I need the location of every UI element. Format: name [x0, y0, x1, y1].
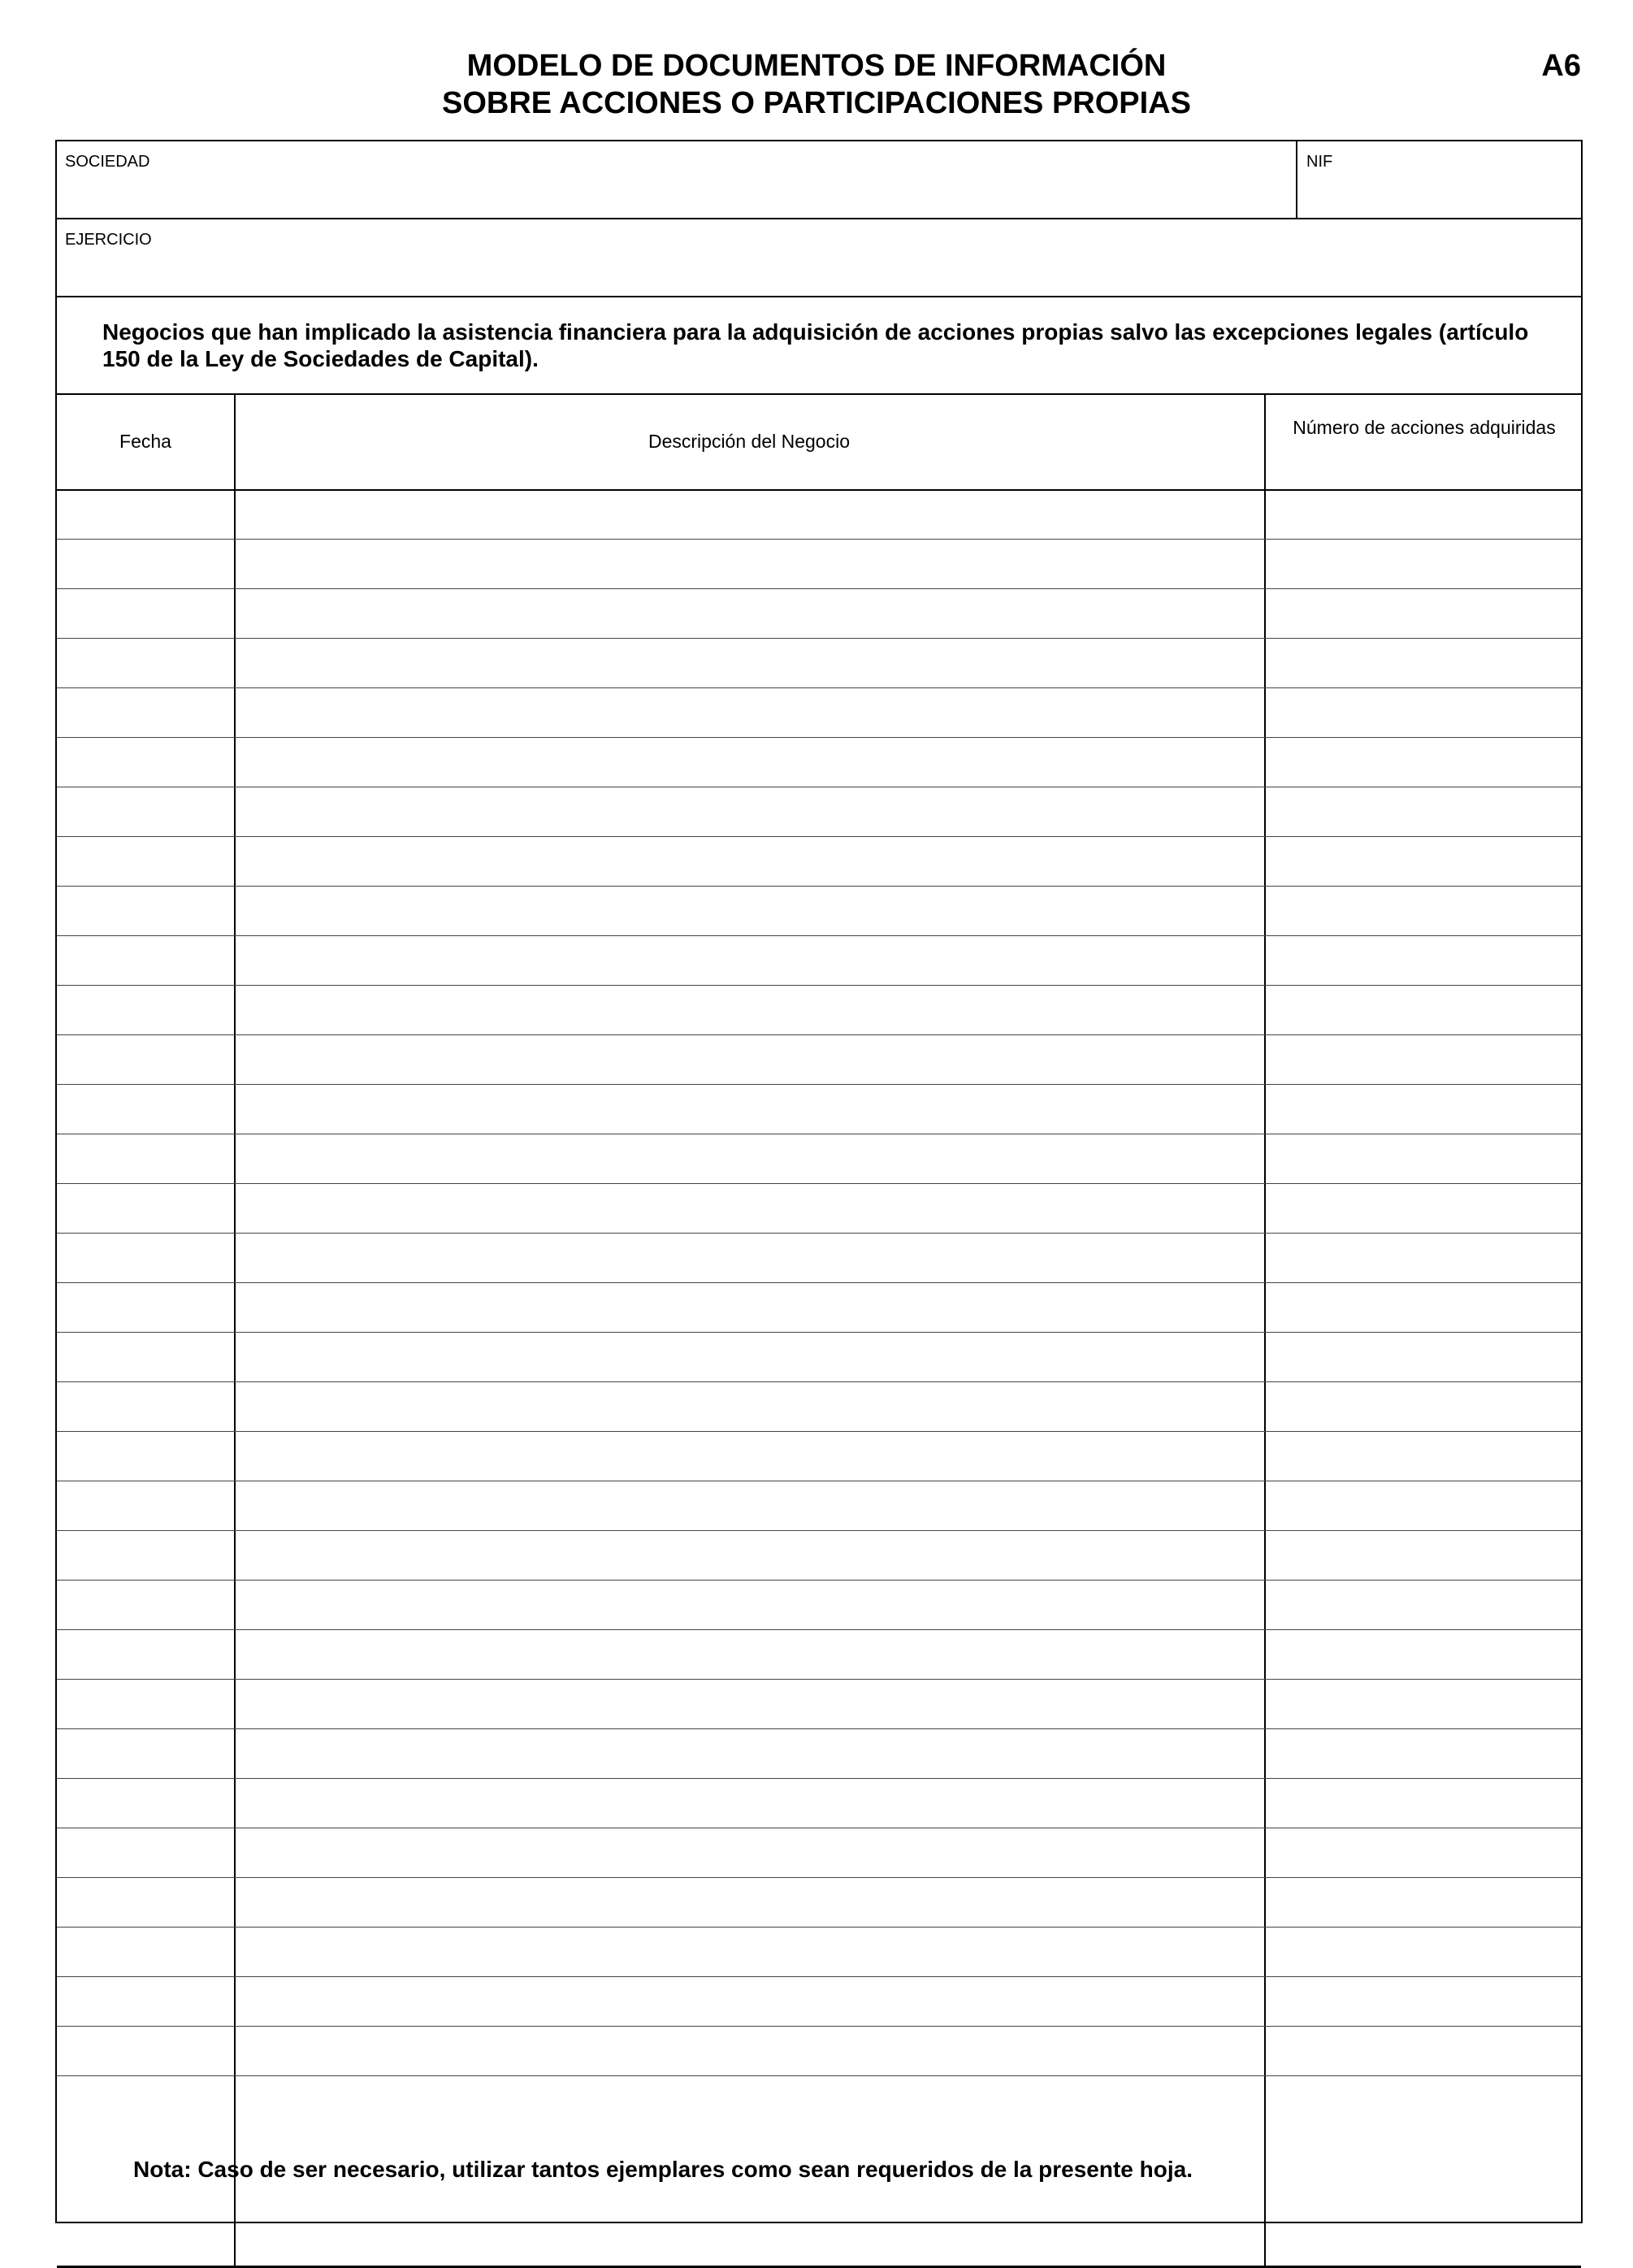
cell-descripcion[interactable]: [236, 1283, 1264, 1332]
column-header-fecha: Fecha: [119, 431, 171, 452]
ejercicio-field[interactable]: [57, 219, 1583, 296]
cell-numero-acciones[interactable]: [1266, 837, 1583, 886]
table-row: [57, 1432, 1581, 1481]
cell-fecha[interactable]: [57, 1680, 234, 1728]
cell-fecha[interactable]: [57, 1283, 234, 1332]
cell-fecha[interactable]: [57, 738, 234, 787]
cell-fecha[interactable]: [57, 1630, 234, 1679]
cell-descripcion[interactable]: [236, 1828, 1264, 1877]
cell-descripcion[interactable]: [236, 1928, 1264, 1976]
section-description: Negocios que han implicado la asistencia financiera para la adquisición de acciones propias salvo las excepciones legales (artículo 150 de la Ley de Sociedades de Capital).: [102, 319, 1529, 371]
cell-descripcion[interactable]: [236, 688, 1264, 737]
cell-descripcion[interactable]: [236, 1432, 1264, 1481]
cell-numero-acciones[interactable]: [1266, 639, 1583, 687]
table-row: [57, 1630, 1581, 1680]
table-row: [57, 1779, 1581, 1828]
cell-fecha[interactable]: [57, 490, 234, 539]
cell-descripcion[interactable]: [236, 887, 1264, 935]
table-row: [57, 1977, 1581, 2027]
cell-fecha[interactable]: [57, 1878, 234, 1927]
cell-fecha[interactable]: [57, 1333, 234, 1381]
cell-fecha[interactable]: [57, 1481, 234, 1530]
cell-descripcion[interactable]: [236, 1134, 1264, 1183]
title-line-2: SOBRE ACCIONES O PARTICIPACIONES PROPIAS: [442, 86, 1191, 120]
table-row: [57, 688, 1581, 738]
table-row: [57, 1729, 1581, 1779]
cell-fecha[interactable]: [57, 1779, 234, 1828]
cell-numero-acciones[interactable]: [1266, 688, 1583, 737]
table-row: [57, 1531, 1581, 1581]
cell-fecha[interactable]: [57, 1134, 234, 1183]
cell-descripcion[interactable]: [236, 1184, 1264, 1233]
cell-fecha[interactable]: [57, 2027, 234, 2075]
sociedad-field[interactable]: [57, 141, 1296, 219]
cell-descripcion[interactable]: [236, 1234, 1264, 1282]
table-row: [57, 1035, 1581, 1085]
cell-fecha[interactable]: [57, 1432, 234, 1481]
cell-descripcion[interactable]: [236, 787, 1264, 836]
cell-descripcion[interactable]: [236, 2076, 1264, 2126]
table-row: [57, 837, 1581, 887]
table-row: [57, 1828, 1581, 1878]
table-row: [57, 1085, 1581, 1134]
cell-numero-acciones[interactable]: [1266, 1680, 1583, 1728]
table-row: [57, 936, 1581, 986]
cell-numero-acciones[interactable]: [1266, 1630, 1583, 1679]
cell-descripcion[interactable]: [236, 589, 1264, 638]
table-body: [57, 490, 1581, 2266]
cell-descripcion[interactable]: [236, 1779, 1264, 1828]
cell-fecha[interactable]: [57, 887, 234, 935]
cell-numero-acciones[interactable]: [1266, 1184, 1583, 1233]
cell-fecha[interactable]: [57, 1928, 234, 1976]
cell-descripcion[interactable]: [236, 540, 1264, 588]
table-row: [57, 1928, 1581, 1977]
cell-fecha[interactable]: [57, 639, 234, 687]
cell-descripcion[interactable]: [236, 1085, 1264, 1134]
table-row: [57, 1680, 1581, 1729]
table-row: [57, 1581, 1581, 1630]
cell-descripcion[interactable]: [236, 1630, 1264, 1679]
column-header-descripcion: Descripción del Negocio: [648, 431, 850, 452]
table-row: [57, 1333, 1581, 1382]
cell-descripcion[interactable]: [236, 738, 1264, 787]
table-row: [57, 589, 1581, 639]
cell-fecha[interactable]: [57, 1234, 234, 1282]
cell-numero-acciones[interactable]: [1266, 1828, 1583, 1877]
table-row: [57, 738, 1581, 787]
divider-section: [57, 393, 1581, 395]
cell-descripcion[interactable]: [236, 837, 1264, 886]
column-header-numero-acciones: Número de acciones adquiridas: [1293, 417, 1556, 438]
cell-fecha[interactable]: [57, 1085, 234, 1134]
table-row: [57, 1481, 1581, 1531]
cell-fecha[interactable]: [57, 1977, 234, 2026]
form-code: A6: [1541, 49, 1581, 83]
nif-label: NIF: [1306, 153, 1333, 171]
cell-descripcion[interactable]: [236, 986, 1264, 1034]
cell-numero-acciones[interactable]: [1266, 1085, 1583, 1134]
cell-fecha[interactable]: [57, 688, 234, 737]
cell-fecha[interactable]: [57, 1581, 234, 1629]
cell-fecha[interactable]: [57, 2076, 234, 2126]
divider-ejercicio: [57, 296, 1581, 297]
ejercicio-label: EJERCICIO: [65, 231, 152, 249]
form-frame: [55, 140, 1583, 2223]
cell-numero-acciones[interactable]: [1266, 1333, 1583, 1381]
cell-numero-acciones[interactable]: [1266, 1729, 1583, 1778]
table-row: [57, 1878, 1581, 1928]
footer-note: Nota: Caso de ser necesario, utilizar tantos ejemplares como sean requeridos de la presente hoja.: [133, 2157, 1193, 2182]
cell-numero-acciones[interactable]: [1266, 1382, 1583, 1431]
cell-fecha[interactable]: [57, 1828, 234, 1877]
cell-numero-acciones[interactable]: [1266, 1928, 1583, 1976]
cell-numero-acciones[interactable]: [1266, 887, 1583, 935]
cell-descripcion[interactable]: [236, 1333, 1264, 1381]
cell-numero-acciones[interactable]: [1266, 738, 1583, 787]
table-row: [57, 1382, 1581, 1432]
cell-fecha[interactable]: [57, 1035, 234, 1084]
cell-fecha[interactable]: [57, 986, 234, 1034]
table-row: [57, 639, 1581, 688]
cell-numero-acciones[interactable]: [1266, 1531, 1583, 1580]
cell-fecha[interactable]: [57, 1382, 234, 1431]
table-row: [57, 1234, 1581, 1283]
table-row: [57, 887, 1581, 936]
cell-numero-acciones[interactable]: [1266, 1977, 1583, 2026]
cell-descripcion[interactable]: [236, 639, 1264, 687]
cell-numero-acciones[interactable]: [1266, 2027, 1583, 2075]
cell-numero-acciones[interactable]: [1266, 986, 1583, 1034]
table-row: [57, 540, 1581, 589]
document-title: [0, 47, 1633, 122]
cell-descripcion[interactable]: [236, 1581, 1264, 1629]
cell-descripcion[interactable]: [236, 1531, 1264, 1580]
cell-numero-acciones[interactable]: [1266, 490, 1583, 539]
cell-numero-acciones[interactable]: [1266, 1432, 1583, 1481]
cell-fecha[interactable]: [57, 1531, 234, 1580]
cell-numero-acciones[interactable]: [1266, 1234, 1583, 1282]
table-row: [57, 2027, 1581, 2076]
cell-descripcion[interactable]: [236, 1680, 1264, 1728]
table-row: [57, 2076, 1581, 2126]
cell-fecha[interactable]: [57, 589, 234, 638]
table-row: [57, 1184, 1581, 1234]
cell-descripcion[interactable]: [236, 2027, 1264, 2075]
cell-numero-acciones[interactable]: [1266, 2076, 1583, 2126]
sociedad-label: SOCIEDAD: [65, 153, 150, 171]
cell-numero-acciones[interactable]: [1266, 1779, 1583, 1828]
cell-numero-acciones[interactable]: [1266, 1481, 1583, 1530]
cell-numero-acciones[interactable]: [1266, 1035, 1583, 1084]
table-row: [57, 490, 1581, 540]
cell-descripcion[interactable]: [236, 936, 1264, 985]
cell-fecha[interactable]: [57, 1729, 234, 1778]
cell-descripcion[interactable]: [236, 1977, 1264, 2026]
cell-numero-acciones[interactable]: [1266, 1134, 1583, 1183]
cell-numero-acciones[interactable]: [1266, 936, 1583, 985]
cell-descripcion[interactable]: [236, 1382, 1264, 1431]
cell-numero-acciones[interactable]: [1266, 1581, 1583, 1629]
table-row: [57, 1134, 1581, 1184]
table-row: [57, 1283, 1581, 1333]
cell-numero-acciones[interactable]: [1266, 540, 1583, 588]
cell-numero-acciones[interactable]: [1266, 589, 1583, 638]
title-line-1: MODELO DE DOCUMENTOS DE INFORMACIÓN: [466, 49, 1167, 83]
cell-numero-acciones[interactable]: [1266, 787, 1583, 836]
cell-fecha[interactable]: [57, 787, 234, 836]
cell-fecha[interactable]: [57, 1184, 234, 1233]
cell-descripcion[interactable]: [236, 1729, 1264, 1778]
cell-descripcion[interactable]: [236, 1481, 1264, 1530]
nif-field[interactable]: [1297, 141, 1583, 219]
cell-descripcion[interactable]: [236, 1878, 1264, 1927]
cell-fecha[interactable]: [57, 540, 234, 588]
cell-descripcion[interactable]: [236, 490, 1264, 539]
cell-fecha[interactable]: [57, 936, 234, 985]
table-row: [57, 986, 1581, 1035]
cell-numero-acciones[interactable]: [1266, 1283, 1583, 1332]
cell-descripcion[interactable]: [236, 1035, 1264, 1084]
table-row: [57, 787, 1581, 837]
cell-numero-acciones[interactable]: [1266, 1878, 1583, 1927]
cell-fecha[interactable]: [57, 837, 234, 886]
